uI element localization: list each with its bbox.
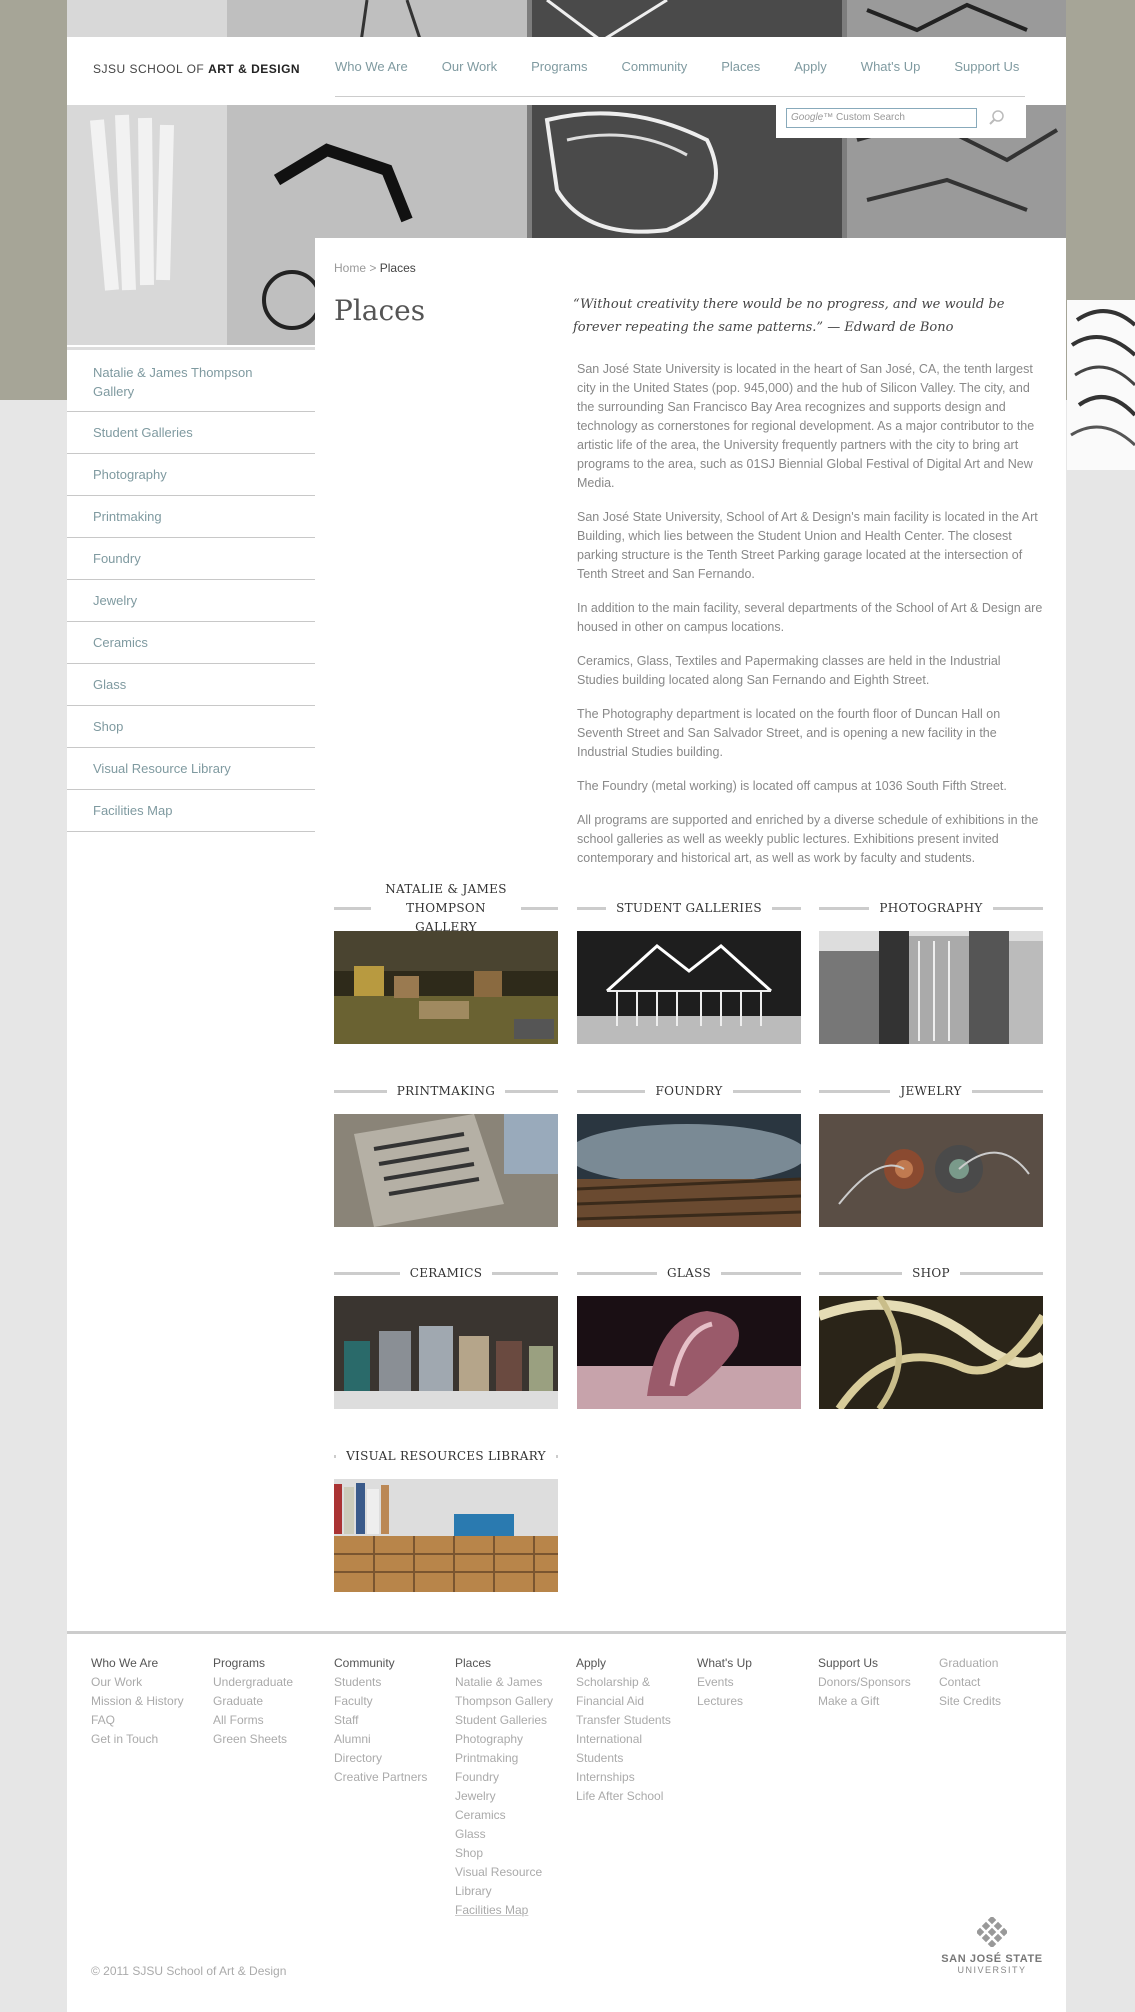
tile-label: PHOTOGRAPHY bbox=[819, 888, 1043, 928]
breadcrumb bbox=[334, 261, 416, 275]
breadcrumb-current: Places bbox=[379, 261, 416, 275]
university-logo[interactable] bbox=[937, 1917, 1047, 1975]
nav-community[interactable]: Community bbox=[621, 59, 688, 74]
footer-column-programs bbox=[213, 1654, 328, 1749]
footer-link[interactable]: Events bbox=[697, 1675, 734, 1689]
footer-link[interactable]: FAQ bbox=[91, 1713, 116, 1727]
place-tile-shop[interactable] bbox=[819, 1253, 1043, 1409]
footer-link[interactable]: Creative Partners bbox=[334, 1770, 428, 1784]
university-name: SAN JOSÉ STATE bbox=[941, 1953, 1043, 1965]
footer-link[interactable]: Lectures bbox=[697, 1694, 744, 1708]
paragraph: All programs are supported and enriched by a diverse schedule of exhibitions in the school galleries as well as weekly public lectures. Exhibitions present invited contemporary and historical art, as well as work by faculty and students. bbox=[577, 813, 1039, 865]
tile-label: PRINTMAKING bbox=[334, 1071, 558, 1111]
footer-link[interactable]: Students bbox=[334, 1675, 382, 1689]
footer-link[interactable]: Photography bbox=[455, 1732, 524, 1746]
footer-link[interactable]: Mission & History bbox=[91, 1694, 184, 1708]
tile-label: JEWELRY bbox=[819, 1071, 1043, 1111]
breadcrumb-separator: > bbox=[369, 261, 377, 275]
site-logo[interactable]: SJSU SCHOOL OF ART & DESIGN bbox=[93, 62, 301, 76]
sidebar-item-jewelry[interactable]: Jewelry bbox=[67, 580, 315, 622]
sidebar-item-thompson-gallery[interactable]: Natalie & James Thompson Gallery bbox=[67, 350, 315, 412]
sidebar-item-shop[interactable]: Shop bbox=[67, 706, 315, 748]
student-galleries-image[interactable] bbox=[577, 931, 801, 1044]
place-tile-student-galleries[interactable] bbox=[577, 888, 801, 1044]
place-tile-glass[interactable] bbox=[577, 1253, 801, 1409]
tile-label: SHOP bbox=[819, 1253, 1043, 1293]
footer-link[interactable]: Students bbox=[576, 1751, 624, 1765]
sidebar-item-printmaking[interactable]: Printmaking bbox=[67, 496, 315, 538]
university-emblem-icon bbox=[977, 1917, 1007, 1947]
footer-heading[interactable]: Programs bbox=[213, 1656, 266, 1670]
sidebar-item-ceramics[interactable]: Ceramics bbox=[67, 622, 315, 664]
footer-column-support-us bbox=[818, 1654, 933, 1711]
footer-link[interactable]: Graduation bbox=[939, 1656, 999, 1670]
footer-link[interactable]: Natalie & James bbox=[455, 1675, 543, 1689]
place-tile-foundry[interactable] bbox=[577, 1071, 801, 1227]
thompson-gallery-image[interactable] bbox=[334, 931, 558, 1044]
place-tile-visual-resources-library[interactable] bbox=[334, 1436, 558, 1592]
footer-link[interactable]: Directory bbox=[334, 1751, 383, 1765]
footer-link[interactable]: Student Galleries bbox=[455, 1713, 548, 1727]
search-icon bbox=[986, 107, 1008, 129]
footer-heading[interactable]: Apply bbox=[576, 1656, 607, 1670]
tile-label: GLASS bbox=[577, 1253, 801, 1293]
jewelry-image[interactable] bbox=[819, 1114, 1043, 1227]
footer-link[interactable]: Our Work bbox=[91, 1675, 143, 1689]
paragraph: San José State University is located in the heart of San José, CA, the tenth largest city in the United States (pop. 945,000) and the hub of Silicon Valley. The city, and the surrounding San Francisco Bay Area recognizes and supports design and technology as cornerstones for regional development. As a major contributor to the artistic life of the area, the University frequently partners with the city to bring art programs to the area, such as 01SJ Biennial Global Festival of Digital Art and New Media. bbox=[577, 362, 1035, 490]
footer-link[interactable]: Contact bbox=[939, 1675, 981, 1689]
footer-link[interactable]: Facilities Map bbox=[455, 1903, 529, 1917]
footer-heading[interactable]: Community bbox=[334, 1656, 395, 1670]
place-tile-thompson-gallery[interactable] bbox=[334, 881, 558, 1044]
footer-column-who-we-are bbox=[91, 1654, 206, 1749]
nav-apply[interactable]: Apply bbox=[794, 59, 827, 74]
place-tile-jewelry[interactable] bbox=[819, 1071, 1043, 1227]
footer-link[interactable]: Shop bbox=[455, 1846, 484, 1860]
search-brand: Google™ bbox=[791, 112, 834, 123]
nav-whats-up[interactable]: What's Up bbox=[860, 59, 921, 74]
foundry-image[interactable] bbox=[577, 1114, 801, 1227]
paragraph: The Photography department is located on the fourth floor of Duncan Hall on Seventh Street and San Salvador Street, and is opening a new facility in the Industrial Studies building. bbox=[577, 707, 1001, 759]
nav-our-work[interactable]: Our Work bbox=[441, 59, 498, 74]
paragraph: San José State University, School of Art & Design's main facility is located in the Art Building, which lies between the Student Union and Health Center. The closest parking structure is the Tenth Street Parking garage located at the intersection of Tenth Street and San Fernando. bbox=[577, 510, 1038, 581]
footer-column-whats-up bbox=[697, 1654, 812, 1711]
place-tile-photography[interactable] bbox=[819, 888, 1043, 1044]
footer-heading[interactable]: Who We Are bbox=[91, 1656, 159, 1670]
intro-text bbox=[577, 360, 1043, 883]
sidebar-item-foundry[interactable]: Foundry bbox=[67, 538, 315, 580]
footer-link[interactable]: Printmaking bbox=[455, 1751, 519, 1765]
side-artwork bbox=[1067, 300, 1135, 470]
footer-link[interactable]: Get in Touch bbox=[91, 1732, 159, 1746]
footer-link[interactable]: All Forms bbox=[213, 1713, 264, 1727]
footer-link[interactable]: Graduate bbox=[213, 1694, 264, 1708]
copyright: © 2011 SJSU School of Art & Design bbox=[91, 1964, 287, 1978]
search-input[interactable] bbox=[786, 108, 977, 128]
paragraph: Ceramics, Glass, Textiles and Papermaking classes are held in the Industrial Studies building located along San Fernando and Eighth Street. bbox=[577, 654, 1001, 687]
footer-link[interactable]: Transfer Students bbox=[576, 1713, 671, 1727]
printmaking-image[interactable] bbox=[334, 1114, 558, 1227]
page-container bbox=[67, 0, 1066, 2012]
place-tile-ceramics[interactable] bbox=[334, 1253, 558, 1409]
ceramics-image[interactable] bbox=[334, 1296, 558, 1409]
footer-heading[interactable]: What's Up bbox=[697, 1656, 752, 1670]
nav-support-us[interactable]: Support Us bbox=[954, 59, 1020, 74]
footer-link[interactable]: Scholarship & bbox=[576, 1675, 651, 1689]
search-button[interactable] bbox=[986, 107, 1008, 129]
footer-link[interactable]: Financial Aid bbox=[576, 1694, 645, 1708]
tile-label: NATALIE & JAMES THOMPSON GALLERY bbox=[334, 888, 558, 928]
search-placeholder: Custom Search bbox=[836, 112, 905, 123]
place-tile-printmaking[interactable] bbox=[334, 1071, 558, 1227]
footer-link[interactable]: Green Sheets bbox=[213, 1732, 288, 1746]
footer-link[interactable]: Library bbox=[455, 1884, 492, 1898]
footer-link[interactable]: Foundry bbox=[455, 1770, 500, 1784]
page-title: Places bbox=[334, 294, 426, 327]
footer-column-apply bbox=[576, 1654, 691, 1806]
footer-link[interactable]: Ceramics bbox=[455, 1808, 506, 1822]
footer-link[interactable]: Undergraduate bbox=[213, 1675, 294, 1689]
paragraph: The Foundry (metal working) is located off campus at 1036 South Fifth Street. bbox=[577, 779, 1007, 793]
nav-who-we-are[interactable]: Who We Are bbox=[335, 59, 408, 74]
footer-link[interactable]: Jewelry bbox=[455, 1789, 496, 1803]
footer-link[interactable]: Staff bbox=[334, 1713, 359, 1727]
sidebar-item-student-galleries[interactable]: Student Galleries bbox=[67, 412, 315, 454]
tile-label: FOUNDRY bbox=[577, 1071, 801, 1111]
footer-link[interactable]: Alumni bbox=[334, 1732, 371, 1746]
footer-link[interactable]: Life After School bbox=[576, 1789, 664, 1803]
tile-label: STUDENT GALLERIES bbox=[577, 888, 801, 928]
footer-column-community bbox=[334, 1654, 449, 1787]
nav-programs[interactable]: Programs bbox=[531, 59, 588, 74]
footer-link[interactable]: Visual Resource bbox=[455, 1865, 543, 1879]
footer-link[interactable]: Thompson Gallery bbox=[455, 1694, 554, 1708]
tile-label: CERAMICS bbox=[334, 1253, 558, 1293]
footer-link[interactable]: Make a Gift bbox=[818, 1694, 880, 1708]
footer-link[interactable]: International bbox=[576, 1732, 643, 1746]
footer-link[interactable]: Glass bbox=[455, 1827, 486, 1841]
footer-link[interactable]: Internships bbox=[576, 1770, 635, 1784]
page-quote: “Without creativity there would be no progress, and we would be forever repeating the same patterns.” — Edward de Bono bbox=[573, 297, 1005, 335]
footer-column-misc bbox=[939, 1654, 1054, 1711]
sidebar-item-visual-resource-library[interactable]: Visual Resource Library bbox=[67, 748, 315, 790]
breadcrumb-home[interactable]: Home bbox=[334, 261, 367, 275]
footer-heading[interactable]: Support Us bbox=[818, 1656, 879, 1670]
nav-places[interactable]: Places bbox=[721, 59, 761, 74]
sidebar-item-glass[interactable]: Glass bbox=[67, 664, 315, 706]
footer-link[interactable]: Site Credits bbox=[939, 1694, 1002, 1708]
footer-link[interactable]: Faculty bbox=[334, 1694, 373, 1708]
footer-column-places bbox=[455, 1654, 570, 1920]
shop-image[interactable] bbox=[819, 1296, 1043, 1409]
visual-resources-library-image[interactable] bbox=[334, 1479, 558, 1592]
section-sidebar bbox=[67, 347, 315, 832]
university-subtitle: UNIVERSITY bbox=[957, 1965, 1027, 1975]
footer-heading[interactable]: Places bbox=[455, 1656, 492, 1670]
main-nav bbox=[335, 37, 1025, 97]
footer-link[interactable]: Donors/Sponsors bbox=[818, 1675, 911, 1689]
sidebar-item-facilities-map[interactable]: Facilities Map bbox=[67, 790, 315, 832]
search-box bbox=[776, 100, 1026, 138]
sidebar-item-photography[interactable]: Photography bbox=[67, 454, 315, 496]
main-content bbox=[315, 238, 1066, 1618]
site-footer bbox=[67, 1631, 1066, 2012]
site-header bbox=[67, 37, 1066, 105]
paragraph: In addition to the main facility, several departments of the School of Art & Design are housed in other on campus locations. bbox=[577, 601, 1043, 634]
tile-label: VISUAL RESOURCES LIBRARY bbox=[334, 1436, 558, 1476]
photography-image[interactable] bbox=[819, 931, 1043, 1044]
glass-image[interactable] bbox=[577, 1296, 801, 1409]
